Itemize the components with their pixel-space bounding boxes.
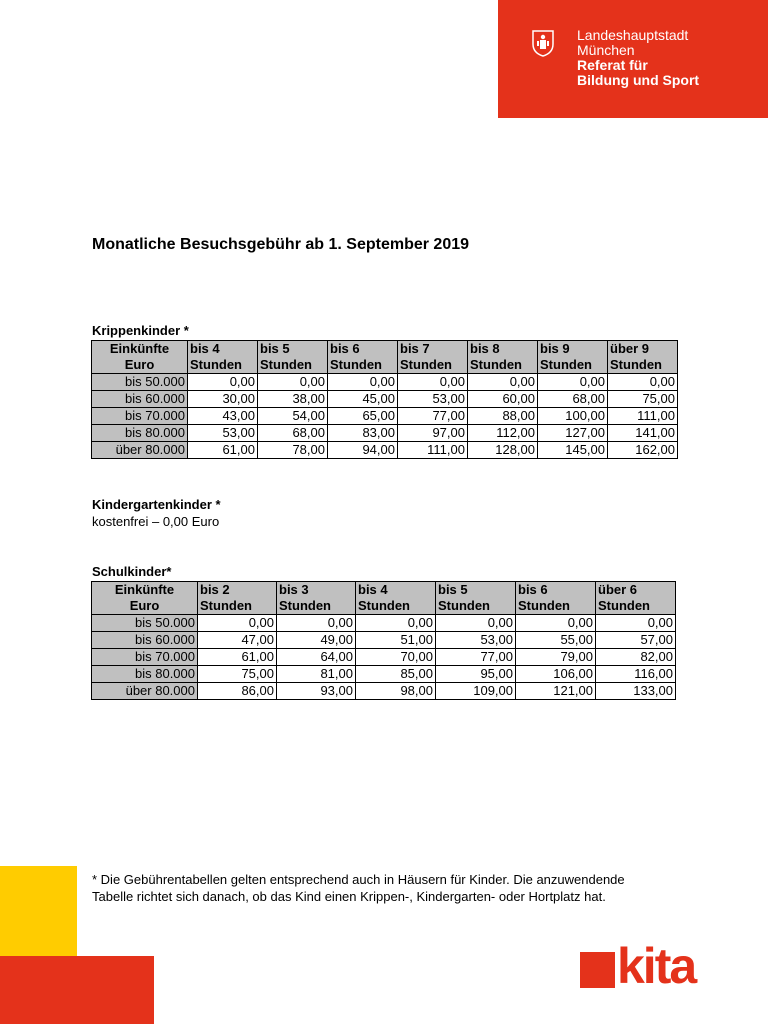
fee-cell: 77,00: [436, 649, 516, 666]
header-line-1: bis 3: [279, 582, 309, 597]
krippe-col-header: [188, 341, 258, 374]
income-cell: über 80.000: [92, 442, 188, 459]
fee-cell: 116,00: [596, 666, 676, 683]
fee-cell: 47,00: [198, 632, 277, 649]
table-row: [92, 391, 678, 408]
schule-fee-table: [91, 581, 676, 700]
header-line-2: Stunden: [200, 598, 252, 613]
header-line-2: Stunden: [330, 357, 382, 372]
header-line-2: Stunden: [279, 598, 331, 613]
income-cell: über 80.000: [92, 683, 198, 700]
fee-cell: 0,00: [516, 615, 596, 632]
header-line-2: Stunden: [610, 357, 662, 372]
fee-cell: 133,00: [596, 683, 676, 700]
fee-cell: 0,00: [436, 615, 516, 632]
table-row: [92, 632, 676, 649]
income-cell: bis 70.000: [92, 408, 188, 425]
fee-cell: 60,00: [468, 391, 538, 408]
fee-cell: 128,00: [468, 442, 538, 459]
header-line-2: Stunden: [518, 598, 570, 613]
schule-col-header: [356, 582, 436, 615]
schule-col-header: [198, 582, 277, 615]
fee-cell: 88,00: [468, 408, 538, 425]
header-line-2: Stunden: [260, 357, 312, 372]
fee-cell: 53,00: [188, 425, 258, 442]
fee-cell: 95,00: [436, 666, 516, 683]
income-cell: bis 60.000: [92, 391, 188, 408]
header-line-2: Stunden: [400, 357, 452, 372]
schule-income-header: [92, 582, 198, 615]
fee-cell: 77,00: [398, 408, 468, 425]
header-line-1: bis 2: [200, 582, 230, 597]
fee-cell: 0,00: [198, 615, 277, 632]
fee-cell: 0,00: [328, 374, 398, 391]
fee-cell: 65,00: [328, 408, 398, 425]
header-city-line2: München: [577, 42, 635, 58]
fee-cell: 30,00: [188, 391, 258, 408]
table-row: [92, 442, 678, 459]
fee-cell: 61,00: [188, 442, 258, 459]
page-title: Monatliche Besuchsgebühr ab 1. September 2019: [92, 236, 470, 253]
fee-cell: 43,00: [188, 408, 258, 425]
header-line-1: bis 9: [540, 341, 570, 356]
header-line-1: über 6: [598, 582, 638, 597]
fee-cell: 70,00: [356, 649, 436, 666]
fee-cell: 0,00: [277, 615, 356, 632]
fee-cell: 0,00: [596, 615, 676, 632]
header-line-1: bis 5: [438, 582, 468, 597]
fee-cell: 82,00: [596, 649, 676, 666]
fee-cell: 162,00: [608, 442, 678, 459]
fee-cell: 38,00: [258, 391, 328, 408]
income-cell: bis 60.000: [92, 632, 198, 649]
schule-col-header: [277, 582, 356, 615]
header-line-1: über 9: [610, 341, 650, 356]
header-line-1: bis 7: [400, 341, 430, 356]
fee-cell: 100,00: [538, 408, 608, 425]
income-cell: bis 70.000: [92, 649, 198, 666]
krippe-col-header: [608, 341, 678, 374]
header-line-1: bis 4: [190, 341, 220, 356]
header-line-2: Stunden: [598, 598, 650, 613]
income-cell: bis 80.000: [92, 425, 188, 442]
fee-cell: 57,00: [596, 632, 676, 649]
krippe-col-header: [538, 341, 608, 374]
header-line-1: Einkünfte: [109, 341, 170, 356]
income-cell: bis 50.000: [92, 374, 188, 391]
kita-logo-square-icon: [580, 952, 615, 988]
fee-cell: 51,00: [356, 632, 436, 649]
fee-cell: 54,00: [258, 408, 328, 425]
header-line-1: Einkünfte: [114, 582, 175, 597]
munich-crest-icon: [532, 30, 554, 57]
table-row: [92, 649, 676, 666]
schule-col-header: [516, 582, 596, 615]
kita-logo: [580, 938, 702, 994]
income-cell: bis 50.000: [92, 615, 198, 632]
krippe-col-header: [258, 341, 328, 374]
header-line-2: Stunden: [540, 357, 592, 372]
table-row: [92, 408, 678, 425]
table-row: [92, 425, 678, 442]
decorative-red-block: [0, 956, 154, 1024]
header-banner: [498, 0, 768, 118]
fee-cell: 94,00: [328, 442, 398, 459]
fee-cell: 53,00: [398, 391, 468, 408]
fee-cell: 61,00: [198, 649, 277, 666]
fee-cell: 83,00: [328, 425, 398, 442]
fee-cell: 121,00: [516, 683, 596, 700]
kita-logo-text: kita: [617, 938, 696, 994]
header-line-1: bis 4: [358, 582, 388, 597]
fee-cell: 64,00: [277, 649, 356, 666]
header-line-2: Stunden: [190, 357, 242, 372]
fee-cell: 97,00: [398, 425, 468, 442]
schule-col-header: [596, 582, 676, 615]
kindergarten-text: kostenfrei – 0,00 Euro: [92, 514, 220, 529]
header-line-2: Stunden: [438, 598, 490, 613]
header-line-1: bis 8: [470, 341, 500, 356]
fee-cell: 68,00: [538, 391, 608, 408]
header-line-2: Stunden: [470, 357, 522, 372]
fee-cell: 45,00: [328, 391, 398, 408]
header-text: [577, 28, 699, 88]
fee-cell: 0,00: [398, 374, 468, 391]
fee-cell: 0,00: [538, 374, 608, 391]
krippe-header-row: [92, 341, 678, 374]
krippe-table-body: [92, 374, 678, 459]
header-line-2: Euro: [124, 357, 155, 372]
decorative-yellow-block: [0, 866, 77, 956]
kindergarten-label: Kindergartenkinder *: [92, 497, 221, 512]
fee-cell: 75,00: [608, 391, 678, 408]
schule-col-header: [436, 582, 516, 615]
table-row: [92, 666, 676, 683]
schule-label: Schulkinder*: [92, 564, 172, 579]
krippe-label: Krippenkinder *: [92, 323, 189, 338]
fee-cell: 141,00: [608, 425, 678, 442]
header-city-line1: Landeshauptstadt: [577, 27, 689, 43]
fee-cell: 75,00: [198, 666, 277, 683]
fee-cell: 0,00: [188, 374, 258, 391]
krippe-col-header: [398, 341, 468, 374]
krippe-fee-table: [91, 340, 678, 459]
fee-cell: 0,00: [258, 374, 328, 391]
header-department-line1: Referat für: [577, 57, 648, 73]
fee-cell: 86,00: [198, 683, 277, 700]
footnote: * Die Gebührentabellen gelten entsprechend auch in Häusern für Kinder. Die anzuwendende Tabelle richtet sich danach, ob das Kind einen Krippen-, Kindergarten- oder Hortplatz hat.: [92, 872, 625, 904]
fee-cell: 145,00: [538, 442, 608, 459]
fee-cell: 106,00: [516, 666, 596, 683]
fee-cell: 85,00: [356, 666, 436, 683]
header-line-1: bis 6: [330, 341, 360, 356]
fee-cell: 0,00: [356, 615, 436, 632]
fee-cell: 111,00: [608, 408, 678, 425]
fee-cell: 93,00: [277, 683, 356, 700]
fee-cell: 49,00: [277, 632, 356, 649]
fee-cell: 55,00: [516, 632, 596, 649]
fee-cell: 81,00: [277, 666, 356, 683]
table-row: [92, 615, 676, 632]
schule-table-body: [92, 615, 676, 700]
table-row: [92, 683, 676, 700]
fee-cell: 53,00: [436, 632, 516, 649]
header-line-2: Stunden: [358, 598, 410, 613]
krippe-col-header: [468, 341, 538, 374]
fee-cell: 111,00: [398, 442, 468, 459]
krippe-col-header: [328, 341, 398, 374]
header-line-1: bis 5: [260, 341, 290, 356]
table-row: [92, 374, 678, 391]
fee-cell: 78,00: [258, 442, 328, 459]
fee-cell: 68,00: [258, 425, 328, 442]
fee-cell: 109,00: [436, 683, 516, 700]
header-line-1: bis 6: [518, 582, 548, 597]
header-department-line2: Bildung und Sport: [577, 72, 700, 88]
income-cell: bis 80.000: [92, 666, 198, 683]
krippe-income-header: [92, 341, 188, 374]
fee-cell: 0,00: [468, 374, 538, 391]
fee-cell: 98,00: [356, 683, 436, 700]
fee-cell: 127,00: [538, 425, 608, 442]
fee-cell: 112,00: [468, 425, 538, 442]
header-line-2: Euro: [129, 598, 160, 613]
fee-cell: 79,00: [516, 649, 596, 666]
schule-header-row: [92, 582, 676, 615]
fee-cell: 0,00: [608, 374, 678, 391]
